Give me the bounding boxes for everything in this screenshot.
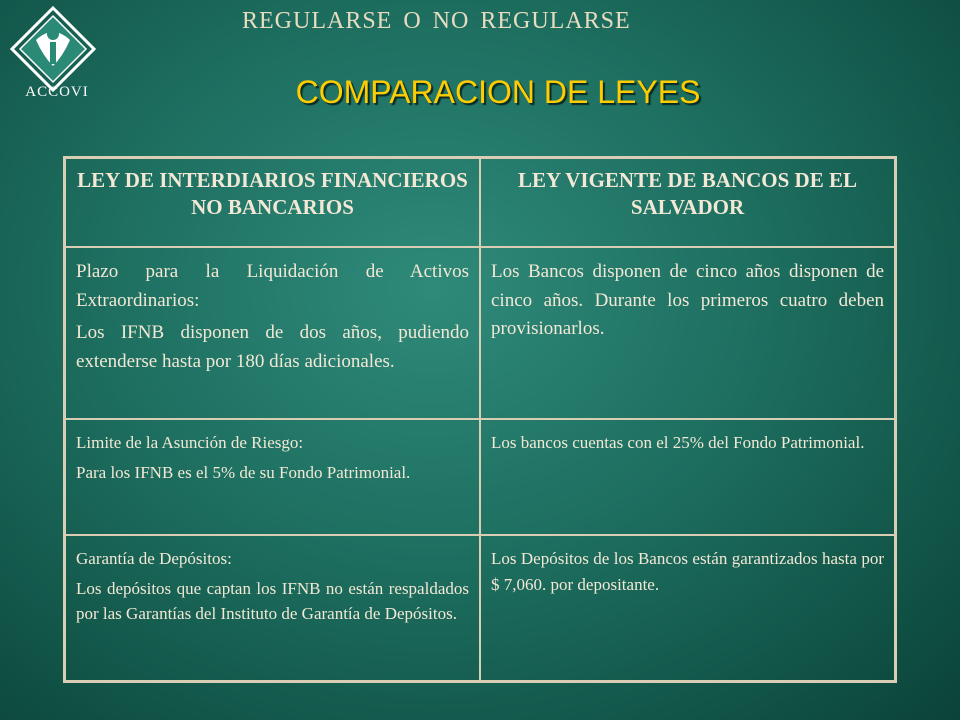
table-row [65, 247, 896, 419]
comparison-table [63, 156, 897, 683]
row-detail: Los depósitos que captan los IFNB no están respaldados por las Garantías del Instituto de Garantía de Depósitos. [76, 578, 469, 623]
table-header-row [65, 158, 896, 248]
cell-ifnb-deposits [65, 535, 481, 682]
row-detail: Los Bancos disponen de cinco años disponen de cinco años. Durante los primeros cuatro deben provisionarlos. [491, 261, 884, 339]
page-title: COMPARACION DE LEYES [295, 74, 701, 110]
row-topic: Garantía de Depósitos: [76, 549, 232, 568]
table-row [65, 419, 896, 535]
cell-ifnb-risk [65, 419, 481, 535]
row-detail: Para los IFNB es el 5% de su Fondo Patrimonial. [76, 462, 411, 482]
row-detail: Los Depósitos de los Bancos están garantizados hasta por $ 7,060. por depositante. [491, 549, 884, 594]
top-title: REGULARSE O NO REGULARSE [242, 8, 631, 34]
row-topic: Plazo para la Liquidación de Activos Extraordinarios: [76, 261, 469, 311]
cell-banks-risk [480, 419, 896, 535]
row-topic: Limite de la Asunción de Riesgo: [76, 433, 304, 452]
logo-text: ACCOVI [25, 84, 89, 100]
table-row [65, 535, 896, 682]
cell-banks-liquidation [480, 247, 896, 419]
cell-banks-deposits [480, 535, 896, 682]
column-header-banks: LEY VIGENTE DE BANCOS DE EL SALVADOR [480, 158, 896, 248]
row-detail: Los IFNB disponen de dos años, pudiendo extenderse hasta por 180 días adicionales. [76, 322, 469, 372]
column-header-ifnb: LEY DE INTERDIARIOS FINANCIEROS NO BANCARIOS [65, 158, 481, 248]
row-detail: Los bancos cuentas con el 25% del Fondo Patrimonial. [491, 433, 865, 452]
cell-ifnb-liquidation [65, 247, 481, 419]
